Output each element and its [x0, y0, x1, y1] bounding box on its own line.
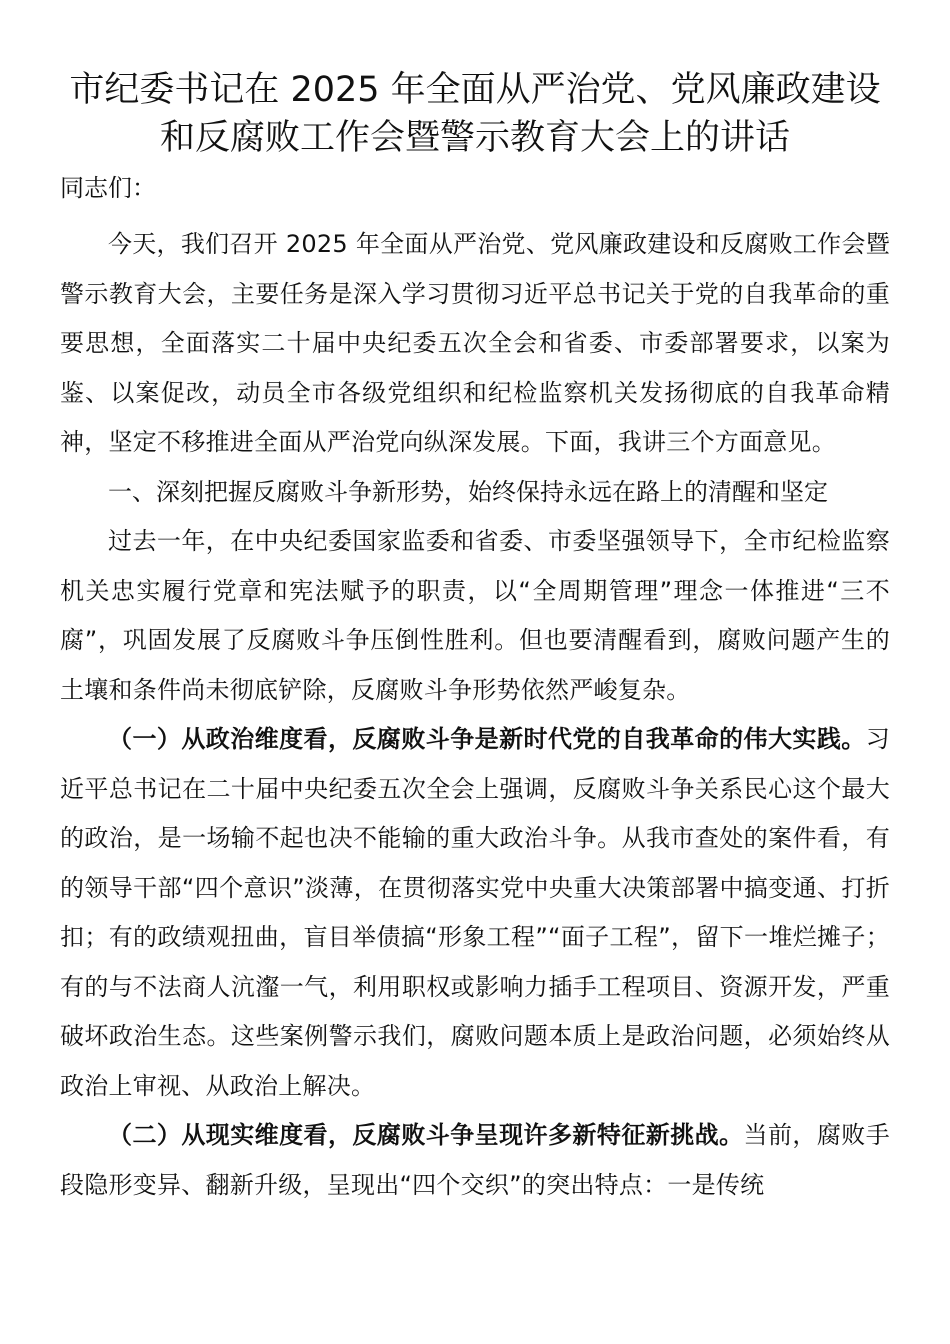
title-line-1: 市纪委书记在 2025 年全面从严治党、党风廉政建设: [69, 70, 881, 110]
intro-paragraph: 今天，我们召开 2025 年全面从严治党、党风廉政建设和反腐败工作会暨警示教育大会，主要任务是深入学习贯彻习近平总书记关于党的自我革命的重要思想，全面落实二十届中央纪委五次全会和省委、市委部署要求，以案为鉴、以案促改，动员全市各级党组织和纪检监察机关发扬彻底的自我革命精神，坚定不移推进全面从严治党向纵深发展。下面，我讲三个方面意见。: [60, 230, 890, 456]
subsection-2-body: 当前，腐败手段隐形变异、翻新升级，呈现出“四个交织”的突出特点：一是传统: [60, 1121, 890, 1199]
section-1-heading: 一、深刻把握反腐败斗争新形势，始终保持永远在路上的清醒和坚定: [108, 477, 828, 506]
salutation: 同志们：: [60, 174, 156, 202]
section-1-paragraph: 过去一年，在中央纪委国家监委和省委、市委坚强领导下，全市纪检监察机关忠实履行党章和宪法赋予的职责，以“全周期管理”理念一体推进“三不腐”，巩固发展了反腐败斗争压倒性胜利。但也要清醒看到，腐败问题产生的土壤和条件尚未彻底铲除，反腐败斗争形势依然严峻复杂。: [60, 527, 890, 704]
title-line-2: 和反腐败工作会暨警示教育大会上的讲话: [159, 118, 790, 158]
subsection-1-body: 习近平总书记在二十届中央纪委五次全会上强调，反腐败斗争关系民心这个最大的政治，是一场输不起也决不能输的重大政治斗争。从我市查处的案件看，有的领导干部“四个意识”淡薄，在贯彻落实党中央重大决策部署中搞变通、打折扣；有的政绩观扭曲，盲目举债搞“形象工程”“面子工程”，留下一堆烂摊子；有的与不法商人沆瀣一气，利用职权或影响力插手工程项目、资源开发，严重破坏政治生态。这些案例警示我们，腐败问题本质上是政治问题，必须始终从政治上审视、从政治上解决。: [60, 725, 890, 1100]
subsection-2-heading: （二）从现实维度看，反腐败斗争呈现许多新特征新挑战。: [108, 1121, 744, 1149]
subsection-1-paragraph: [60, 715, 890, 1111]
document-title: [60, 0, 890, 162]
subsection-1-heading: （一）从政治维度看，反腐败斗争是新时代党的自我革命的伟大实践。: [108, 725, 866, 753]
subsection-2-paragraph: [60, 1111, 890, 1210]
